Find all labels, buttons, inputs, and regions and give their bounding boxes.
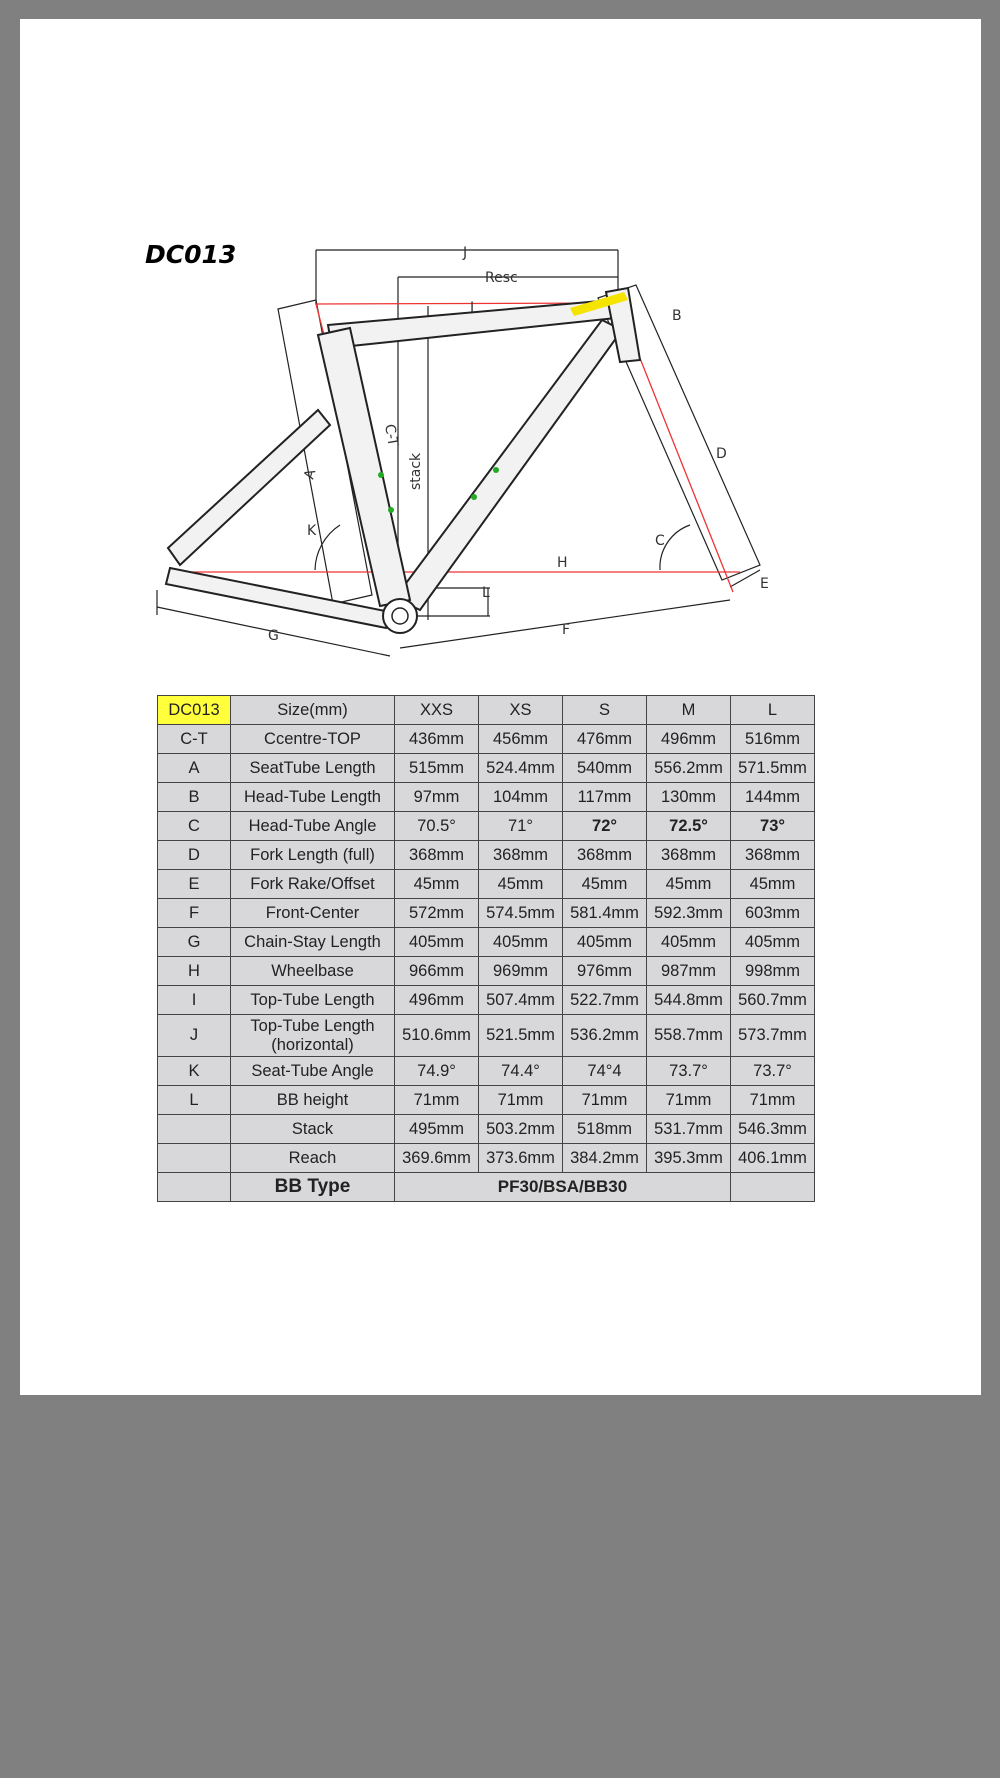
row-value: 97mm [395,783,479,812]
row-value: 544.8mm [647,986,731,1015]
row-code: C [158,812,231,841]
row-value: 117mm [563,783,647,812]
row-value: 581.4mm [563,899,647,928]
table-row-j [158,1015,815,1057]
row-code: B [158,783,231,812]
header-model: DC013 [158,696,231,725]
row-code [158,1115,231,1144]
row-value: 73.7° [647,1057,731,1086]
row-name: Top-Tube Length [231,986,395,1015]
row-value: 384.2mm [563,1144,647,1173]
label-reach: Resc [485,270,518,286]
header-size-s: S [563,696,647,725]
label-c: C [655,533,665,549]
row-value: 73° [731,812,815,841]
row-code: E [158,870,231,899]
row-value: 45mm [479,870,563,899]
label-d: D [716,446,727,462]
frame-tubes [166,288,640,628]
row-value: 71mm [731,1086,815,1115]
row-value: 536.2mm [563,1015,647,1057]
row-value: 72.5° [647,812,731,841]
label-e: E [760,576,769,592]
row-name: Ccentre-TOP [231,725,395,754]
header-size-xs: XS [479,696,563,725]
row-value: 45mm [647,870,731,899]
header-size-xxs: XXS [395,696,479,725]
row-value: 987mm [647,957,731,986]
label-k: K [307,523,317,539]
row-value: 476mm [563,725,647,754]
row-value: 405mm [395,928,479,957]
table-row-k [158,1057,815,1086]
row-value: 73.7° [731,1057,815,1086]
row-value: 495mm [395,1115,479,1144]
label-f: F [562,622,571,638]
row-value: 496mm [647,725,731,754]
row-value: 546.3mm [731,1115,815,1144]
row-value: 104mm [479,783,563,812]
row-value: 72° [563,812,647,841]
row-code: H [158,957,231,986]
row-code: D [158,841,231,870]
bb-type-label: BB Type [231,1173,395,1202]
row-value: 556.2mm [647,754,731,783]
row-value: 405mm [731,928,815,957]
row-value: 496mm [395,986,479,1015]
row-value: 510.6mm [395,1015,479,1057]
table-header-row [158,696,815,725]
row-value: 144mm [731,783,815,812]
row-value: 966mm [395,957,479,986]
row-name: Wheelbase [231,957,395,986]
bottom-bracket [383,599,417,633]
row-value: 405mm [479,928,563,957]
row-value: 518mm [563,1115,647,1144]
label-i: I [470,300,475,316]
row-value: 572mm [395,899,479,928]
row-name: Reach [231,1144,395,1173]
row-code: J [158,1015,231,1057]
model-title: DC013 [145,240,237,269]
row-name: BB height [231,1086,395,1115]
row-value: 976mm [563,957,647,986]
row-value: 368mm [647,841,731,870]
row-value: 373.6mm [479,1144,563,1173]
row-value: 573.7mm [731,1015,815,1057]
row-name-line2: (horizontal) [271,1035,354,1054]
row-value: 515mm [395,754,479,783]
row-value: 368mm [479,841,563,870]
row-code: L [158,1086,231,1115]
row-value: 522.7mm [563,986,647,1015]
row-value: 456mm [479,725,563,754]
row-name: Front-Center [231,899,395,928]
row-name: Fork Rake/Offset [231,870,395,899]
table-row-a [158,754,815,783]
table-row-ct [158,725,815,754]
row-name: Fork Length (full) [231,841,395,870]
row-value: 45mm [563,870,647,899]
table-row-bb-type [158,1173,815,1202]
table-row-g [158,928,815,957]
label-h: H [557,555,568,571]
row-value: 368mm [731,841,815,870]
label-g: G [268,628,279,644]
row-code: I [158,986,231,1015]
row-value: 969mm [479,957,563,986]
row-value: 524.4mm [479,754,563,783]
label-stack: stack [408,452,424,490]
header-size-l: L [731,696,815,725]
row-code: C-T [158,725,231,754]
row-value: 71° [479,812,563,841]
row-value: 74.4° [479,1057,563,1086]
row-value: 503.2mm [479,1115,563,1144]
row-code [158,1144,231,1173]
table-row-d [158,841,815,870]
row-value: 998mm [731,957,815,986]
frame-geometry-diagram [145,240,785,660]
header-size-m: M [647,696,731,725]
row-value: 74.9° [395,1057,479,1086]
table-row-e [158,870,815,899]
row-code: F [158,899,231,928]
row-value: 558.7mm [647,1015,731,1057]
row-value: 45mm [731,870,815,899]
row-value: 603mm [731,899,815,928]
row-value: 571.5mm [731,754,815,783]
row-value [731,1173,815,1202]
row-value: 71mm [479,1086,563,1115]
row-code: G [158,928,231,957]
label-l: L [482,585,490,601]
label-b: B [672,308,682,324]
row-value: 592.3mm [647,899,731,928]
row-value: 368mm [563,841,647,870]
row-value: 368mm [395,841,479,870]
label-j: J [463,245,468,261]
row-code [158,1173,231,1202]
row-value: 516mm [731,725,815,754]
table-row-i [158,986,815,1015]
header-size-label: Size(mm) [231,696,395,725]
row-value: 574.5mm [479,899,563,928]
table-row-l [158,1086,815,1115]
row-name-line1: Top-Tube Length [250,1016,375,1035]
row-name: Head-Tube Angle [231,812,395,841]
table-row-reach [158,1144,815,1173]
row-value: 406.1mm [731,1144,815,1173]
geometry-table [157,695,815,1202]
row-name [231,1015,395,1057]
label-ct: C-T [381,422,401,448]
row-value: 70.5° [395,812,479,841]
table-row-f [158,899,815,928]
row-value: 74°4 [563,1057,647,1086]
row-value: 405mm [563,928,647,957]
row-value: 130mm [647,783,731,812]
row-value: 405mm [647,928,731,957]
label-a: A [301,467,320,482]
row-name: SeatTube Length [231,754,395,783]
row-value: 71mm [647,1086,731,1115]
row-name: Chain-Stay Length [231,928,395,957]
row-name: Head-Tube Length [231,783,395,812]
table-row-b [158,783,815,812]
bb-type-value: PF30/BSA/BB30 [395,1173,731,1202]
row-value: 560.7mm [731,986,815,1015]
row-value: 531.7mm [647,1115,731,1144]
row-name: Stack [231,1115,395,1144]
row-code: A [158,754,231,783]
table-row-c [158,812,815,841]
row-value: 507.4mm [479,986,563,1015]
row-value: 540mm [563,754,647,783]
row-value: 369.6mm [395,1144,479,1173]
table-row-h [158,957,815,986]
row-value: 45mm [395,870,479,899]
table-row-stack [158,1115,815,1144]
row-value: 71mm [563,1086,647,1115]
row-value: 521.5mm [479,1015,563,1057]
row-code: K [158,1057,231,1086]
row-value: 436mm [395,725,479,754]
row-value: 395.3mm [647,1144,731,1173]
row-name: Seat-Tube Angle [231,1057,395,1086]
row-value: 71mm [395,1086,479,1115]
